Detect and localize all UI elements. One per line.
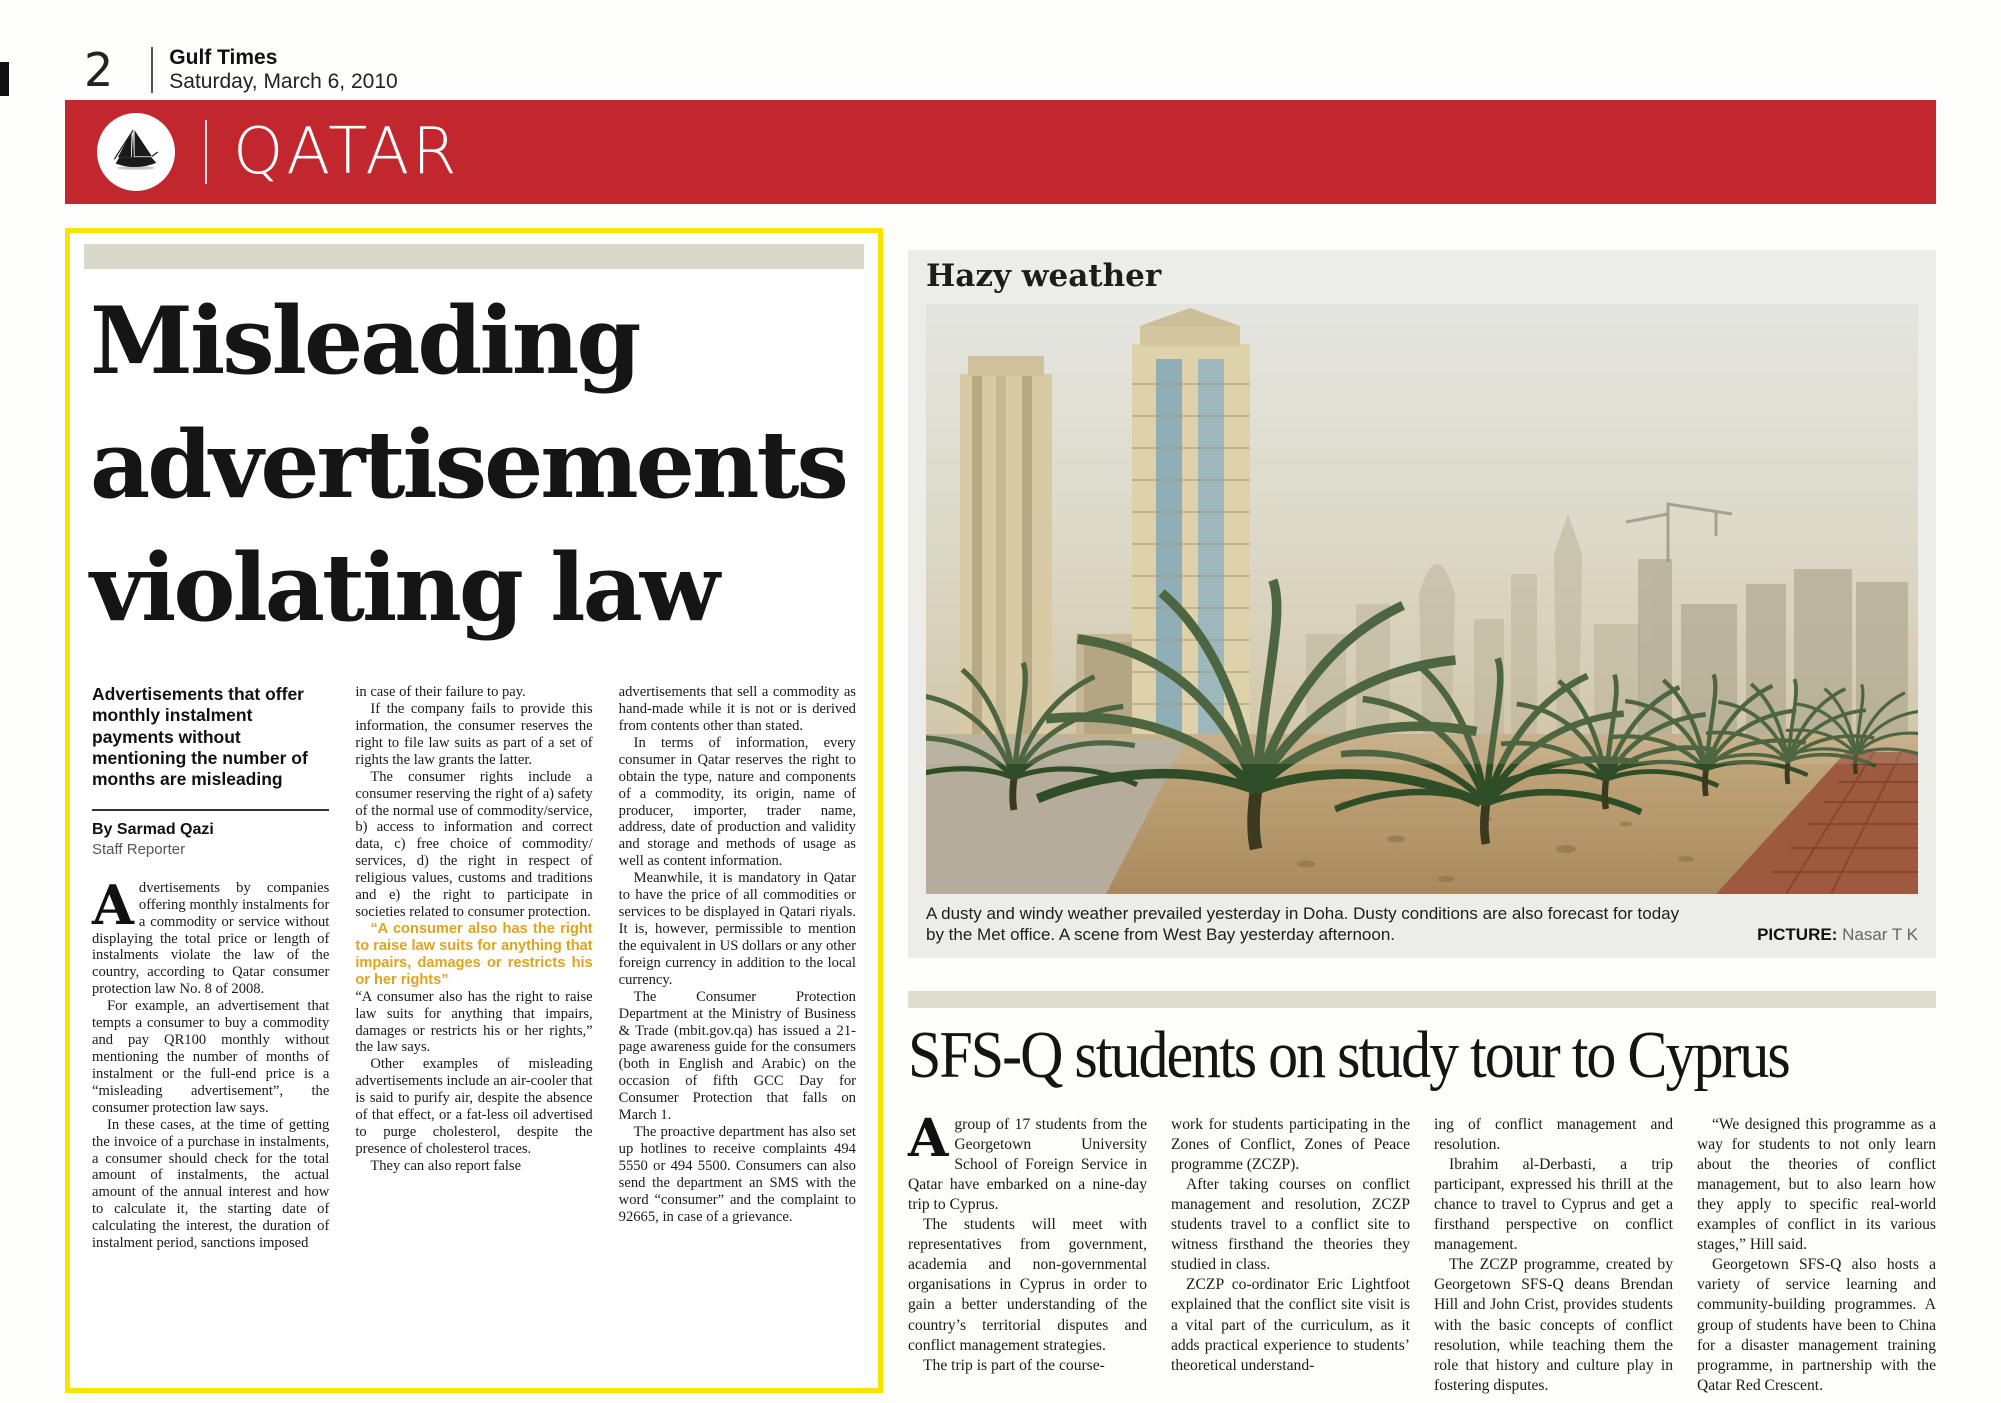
paragraph: They can also report false — [370, 1157, 522, 1174]
masthead — [169, 46, 397, 94]
paragraph: The consumer rights include a consumer reserving the right of a) safety of the normal use of commodity/service, b) access to information and correct data, c) free choice of commodity/ services, d) the right in respect of religious values, customs and traditions and e) the right to participate in societies related to consumer protection. — [355, 768, 593, 921]
banner-separator — [205, 120, 207, 184]
paragraph: Ibrahim al-Derbasti, a trip participant, expressed his thrill at the chance to travel to Cyprus and get a firsthand perspective on conflict management. — [1434, 1155, 1673, 1254]
lead-article — [65, 228, 883, 1393]
second-article-columns — [908, 1107, 1936, 1397]
section-banner — [65, 100, 1936, 204]
paragraph: in case of their failure to pay. — [355, 684, 526, 701]
byline-rule — [92, 809, 329, 811]
paragraph: “A consumer also has the right to raise law suits for anything that impairs, damages or restricts his or her rights,” the law says. — [355, 988, 593, 1056]
hazy-doha-skyline-photo — [926, 304, 1918, 894]
dhow-boat-icon — [107, 123, 165, 181]
paragraph: Georgetown SFS-Q also hosts a variety of service learning and community-building programmes. A group of students have been to China for a disaster management training programme, in partnership with the Qatar Red Crescent. — [1697, 1256, 1936, 1394]
paragraph: work for students participating in the Zones of Conflict, Zones of Peace programme (ZCZP). — [1171, 1115, 1410, 1173]
page-number: 2 — [84, 43, 114, 97]
paragraph — [92, 872, 330, 998]
picture-credit-name: Nasar T K — [1837, 925, 1918, 945]
paragraph: In these cases, at the time of getting the invoice of a purchase in instalments, a consumer should check for the total amount of instalments, the actual amount of the annual interest and how to calculate it, the starting date of calculating the interest, the duration of instalment period, sanctions imposed — [92, 1116, 330, 1252]
paragraph — [908, 1107, 1147, 1216]
masthead-date: Saturday, March 6, 2010 — [169, 70, 398, 93]
paragraph: Other examples of misleading advertisements include an air-cooler that is said to purify air, despite the absence of that effect, or a fat-less oil advertised to purge cholesterol, despite the presence of cholesterol traces. — [355, 1056, 593, 1157]
pull-quote: “A consumer also has the right to raise law suits for anything that impairs, damages or restricts his or her rights” — [355, 920, 593, 988]
story2-column-1 — [908, 1107, 1147, 1397]
paragraph: Meanwhile, it is mandatory in Qatar to have the price of all commodities or services to be displayed in Qatari riyals. It is, however, permissible to mention the equivalent in US dollars or any other foreign currency in addition to the local currency. — [618, 870, 856, 988]
drop-cap: A — [908, 1107, 949, 1169]
paragraph: In terms of information, every consumer in Qatar reserves the right to obtain the type, nature and components of a commodity, its origin, name of producer, importer, trader name, address, date of production and validity and storage and methods of usage as well as content information. — [618, 734, 856, 870]
section-divider-bar — [908, 991, 1936, 1008]
header-divider — [151, 47, 153, 93]
section-label: QATAR — [233, 115, 460, 189]
paragraph: The ZCZP programme, created by Georgetown SFS-Q deans Brendan Hill and John Crist, provides students with the basic concepts of conflict resolution, while teaching them the role that history and culture play in fostering disputes. — [1434, 1256, 1673, 1394]
paragraph: For example, an advertisement that tempts a consumer to buy a commodity and pay QR100 monthly without mentioning the number of months of instalment or the full-end price is a “misleading advertisement”, the consumer protection law says. — [92, 998, 330, 1116]
paragraph: The trip is part of the course- — [923, 1356, 1105, 1374]
article-top-bar — [84, 244, 864, 269]
paragraph: “We designed this programme as a way for students to not only learn about the theories of conflict management, but to also learn how they apply to specific real-world examples of conflict in its various stages,” Hill said. — [1697, 1115, 1936, 1254]
caption-text: A dusty and windy weather prevailed yesterday in Doha. Dusty conditions are also forecast for today by the Met office. A scene from West Bay yesterday afternoon. — [926, 904, 1680, 945]
picture-credit-label: PICTURE: — [1757, 925, 1838, 945]
story2-column-4 — [1697, 1115, 1936, 1397]
lead-column-2 — [355, 684, 592, 1252]
print-registration-mark — [0, 62, 9, 96]
paragraph: ing of conflict management and resolution. — [1434, 1115, 1673, 1153]
picture-credit — [1757, 924, 1918, 945]
byline: By Sarmad Qazi — [92, 820, 214, 838]
lead-columns — [92, 684, 856, 1252]
second-article-headline: SFS-Q students on study tour to Cyprus — [908, 1017, 1789, 1092]
paragraph-text: dvertisements by companies offering monthly instalments for a commodity or service without displaying the total price or length of instalments violate the law of the country, according to Qatar consumer protection law No. 8 of 2008. — [92, 879, 330, 998]
standfirst: Advertisements that offer monthly instalment payments without mentioning the number of months are misleading — [92, 684, 308, 790]
lead-headline: Misleading advertisements violating law — [90, 286, 846, 643]
paragraph: The Consumer Protection Department at the Ministry of Business & Trade (mbit.gov.qa) has issued a 21-page awareness guide for the consumers (both in English and Arabic) on the occasion of fifth GCC Day for Consumer Protection that falls on March 1. — [618, 988, 856, 1124]
paragraph: advertisements that sell a commodity as hand-made while it is not or is derived from contents other than stated. — [618, 684, 856, 734]
paragraph: If the company fails to provide this information, the consumer reserves the right to file law suits as part of a set of rights the law grants the latter. — [355, 700, 593, 768]
masthead-title: Gulf Times — [169, 45, 278, 69]
story2-column-2 — [1171, 1115, 1410, 1397]
story2-column-3 — [1434, 1115, 1673, 1397]
photo-story — [908, 250, 1936, 958]
lead-column-3 — [619, 684, 856, 1252]
lead-column-1 — [92, 684, 329, 1252]
gulf-times-logo — [97, 113, 175, 191]
paragraph: The students will meet with representatives from government, academia and non-governmental organisations in Cyprus in order to gain a better understanding of the country’s territorial disputes and conflict management strategies. — [908, 1216, 1147, 1354]
page-header — [84, 44, 398, 96]
paragraph-text: group of 17 students from the Georgetown University School of Foreign Service in Qatar have embarked on a nine-day trip to Cyprus. — [908, 1115, 1147, 1213]
paragraph: After taking courses on conflict management and resolution, ZCZP students travel to a conflict site to witness firsthand the theories they studied in class. — [1171, 1175, 1410, 1274]
byline-role: Staff Reporter — [92, 840, 186, 858]
weather-photo — [926, 304, 1918, 894]
drop-cap: A — [92, 872, 134, 937]
paragraph: ZCZP co-ordinator Eric Lightfoot explained that the conflict site visit is a vital part of the curriculum, as it adds practical experience to students’ theoretical understand- — [1171, 1276, 1410, 1374]
photo-heading: Hazy weather — [926, 258, 1162, 294]
right-section — [908, 250, 1936, 1396]
photo-caption — [926, 903, 1918, 946]
paragraph: The proactive department has also set up hotlines to receive complaints 494 5550 or 494 5500. Consumers can also send the department an SMS with the word “consumer” and the complaint to 92665, in case of a grievance. — [618, 1124, 856, 1225]
